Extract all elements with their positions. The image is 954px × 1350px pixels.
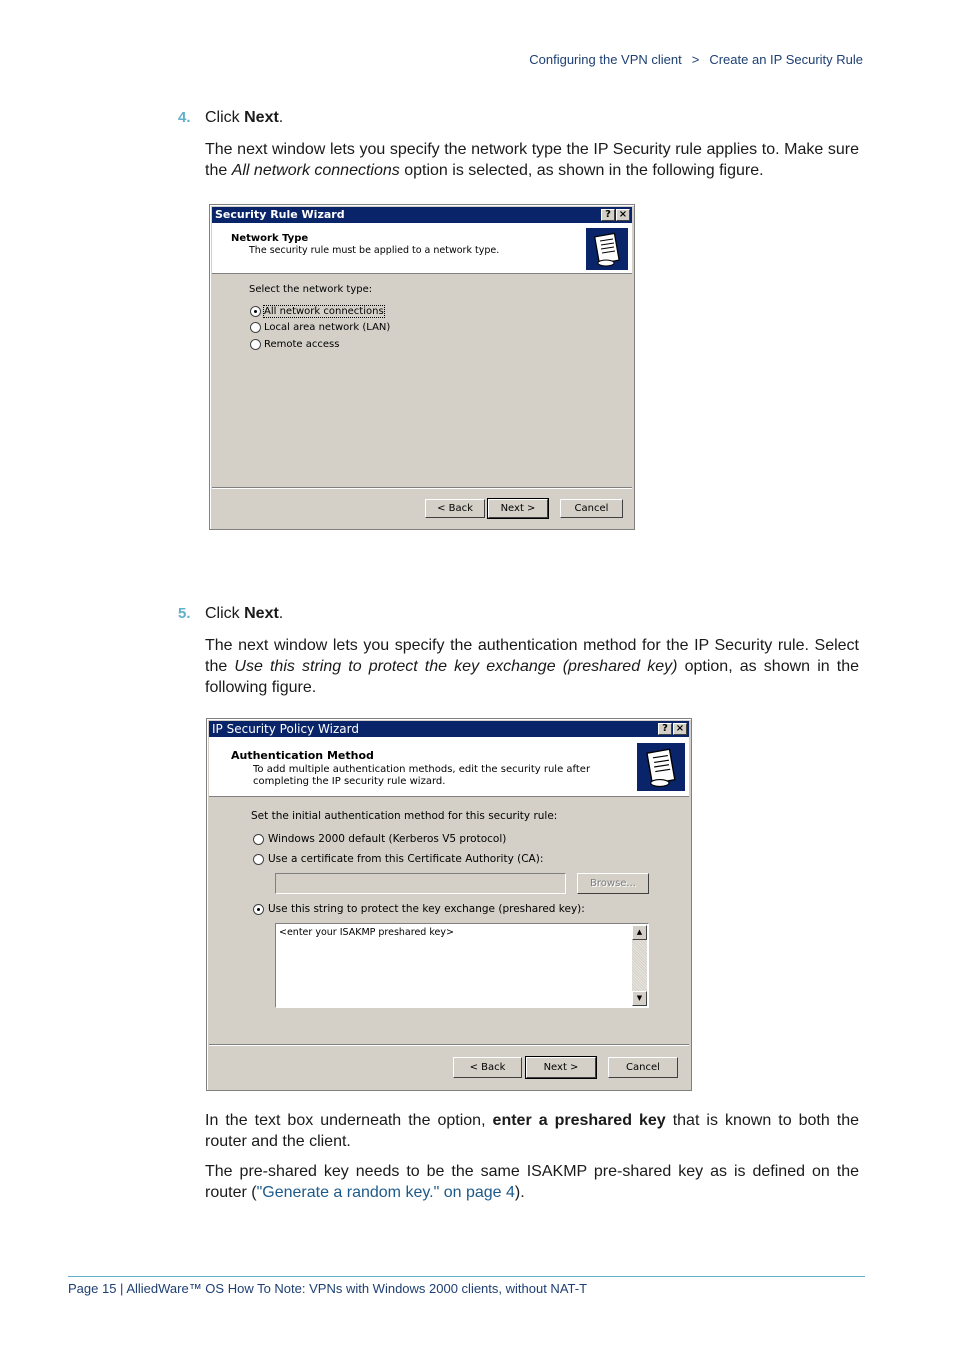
scroll-down-icon[interactable]: ▼ bbox=[632, 991, 647, 1006]
close-button[interactable]: × bbox=[616, 209, 630, 221]
breadcrumb-page: Create an IP Security Rule bbox=[709, 52, 863, 67]
step-5-number: 5. bbox=[178, 605, 191, 622]
page-footer: Page 15 | AlliedWare™ OS How To Note: VPNs with Windows 2000 clients, without NAT-T bbox=[68, 1281, 588, 1296]
radio-remote-access[interactable] bbox=[250, 339, 261, 350]
back-button[interactable]: < Back bbox=[453, 1057, 522, 1078]
step-5-heading bbox=[178, 605, 284, 623]
scroll-up-icon[interactable]: ▲ bbox=[632, 925, 647, 940]
dialog1-header bbox=[212, 223, 632, 274]
next-button[interactable]: Next > bbox=[526, 1057, 596, 1078]
close-button[interactable]: × bbox=[673, 723, 687, 735]
step-5-bold: Next bbox=[244, 605, 279, 622]
after-p2-text-b: ). bbox=[514, 1184, 525, 1201]
dialog1-header-title: Network Type bbox=[231, 233, 309, 244]
dialog2-header-subtitle: To add multiple authentication methods, edit the security rule after completing the IP security rule wizard. bbox=[253, 764, 591, 787]
dialog2-header bbox=[209, 737, 689, 797]
cancel-button[interactable]: Cancel bbox=[560, 499, 623, 518]
label-windows-2000-default[interactable]: Windows 2000 default (Kerberos V5 protocol) bbox=[268, 833, 507, 845]
step-4-text-b: option is selected, as shown in the following figure. bbox=[399, 162, 764, 179]
after-p1-text-b: that is known to both the router and the client. bbox=[205, 1112, 860, 1150]
ip-security-policy-wizard-dialog bbox=[206, 718, 692, 1091]
generate-random-key-link[interactable]: "Generate a random key." on page 4 bbox=[256, 1184, 515, 1201]
label-remote-access[interactable]: Remote access bbox=[264, 339, 340, 350]
dialog2-header-title: Authentication Method bbox=[231, 749, 374, 762]
preshared-key-value: <enter your ISAKMP preshared key> bbox=[279, 927, 454, 938]
breadcrumb-separator: > bbox=[691, 52, 700, 67]
dialog1-titlebar bbox=[212, 207, 632, 223]
dialog2-separator bbox=[209, 1044, 689, 1046]
radio-use-certificate[interactable] bbox=[253, 854, 264, 865]
step-4-text-italic: All network connections bbox=[231, 162, 400, 179]
radio-all-network-connections[interactable] bbox=[250, 306, 261, 317]
browse-button[interactable]: Browse... bbox=[577, 873, 649, 894]
security-rule-wizard-dialog bbox=[209, 204, 635, 530]
step-5-text-a: The next window lets you specify the authentication method for the IP Security rule. Select the bbox=[205, 637, 859, 675]
step-4-bold: Next bbox=[244, 109, 279, 126]
radio-windows-2000-default[interactable] bbox=[253, 834, 264, 845]
breadcrumb bbox=[529, 52, 863, 67]
label-use-certificate[interactable]: Use a certificate from this Certificate Authority (CA): bbox=[268, 853, 544, 865]
help-button[interactable]: ? bbox=[658, 723, 672, 735]
step-4-prefix: Click bbox=[205, 109, 245, 126]
label-local-area-network[interactable]: Local area network (LAN) bbox=[264, 322, 391, 333]
label-preshared-key[interactable]: Use this string to protect the key exchange (preshared key): bbox=[268, 903, 585, 915]
breadcrumb-section: Configuring the VPN client bbox=[529, 52, 682, 67]
step-5-suffix: . bbox=[278, 605, 284, 622]
step-5-text-italic: Use this string to protect the key exchange (preshared key) bbox=[234, 658, 678, 675]
back-button[interactable]: < Back bbox=[425, 499, 485, 518]
network-type-prompt: Select the network type: bbox=[249, 284, 373, 295]
step-4-paragraph bbox=[205, 139, 859, 181]
step-4-suffix: . bbox=[278, 109, 284, 126]
step-5-prefix: Click bbox=[205, 605, 245, 622]
next-button[interactable]: Next > bbox=[488, 499, 548, 518]
label-all-network-connections[interactable]: All network connections bbox=[264, 306, 384, 317]
step-5-paragraph bbox=[205, 635, 859, 698]
after-p1-bold: enter a preshared key bbox=[492, 1112, 666, 1129]
cancel-button[interactable]: Cancel bbox=[608, 1057, 678, 1078]
certificate-authority-field[interactable] bbox=[275, 873, 566, 894]
help-button[interactable]: ? bbox=[601, 209, 615, 221]
preshared-key-textarea[interactable] bbox=[275, 923, 649, 1008]
dialog1-separator bbox=[212, 487, 632, 489]
wizard-scroll-icon bbox=[637, 743, 685, 791]
dialog2-title: IP Security Policy Wizard bbox=[212, 722, 359, 736]
dialog2-titlebar bbox=[209, 721, 689, 737]
after-p1-text-a: In the text box underneath the option, bbox=[205, 1112, 493, 1129]
radio-local-area-network[interactable] bbox=[250, 322, 261, 333]
step-5-text-b: option, as shown in the following figure. bbox=[205, 658, 860, 696]
step-4-heading bbox=[178, 109, 284, 127]
dialog1-title: Security Rule Wizard bbox=[215, 208, 345, 221]
after-paragraph-2 bbox=[205, 1161, 859, 1203]
textarea-scrollbar[interactable] bbox=[632, 925, 647, 1006]
footer-rule bbox=[68, 1276, 865, 1277]
after-paragraph-1 bbox=[205, 1110, 859, 1152]
after-p2-text-a: The pre-shared key needs to be the same ISAKMP pre-shared key as is defined on the router ( bbox=[205, 1163, 859, 1201]
radio-preshared-key[interactable] bbox=[253, 904, 264, 915]
step-4-text-a: The next window lets you specify the network type the IP Security rule applies to. Make sure the bbox=[205, 141, 859, 179]
dialog1-header-subtitle: The security rule must be applied to a network type. bbox=[249, 245, 500, 256]
step-4-number: 4. bbox=[178, 109, 191, 126]
wizard-scroll-icon bbox=[586, 228, 628, 270]
auth-method-prompt: Set the initial authentication method for this security rule: bbox=[251, 810, 558, 822]
